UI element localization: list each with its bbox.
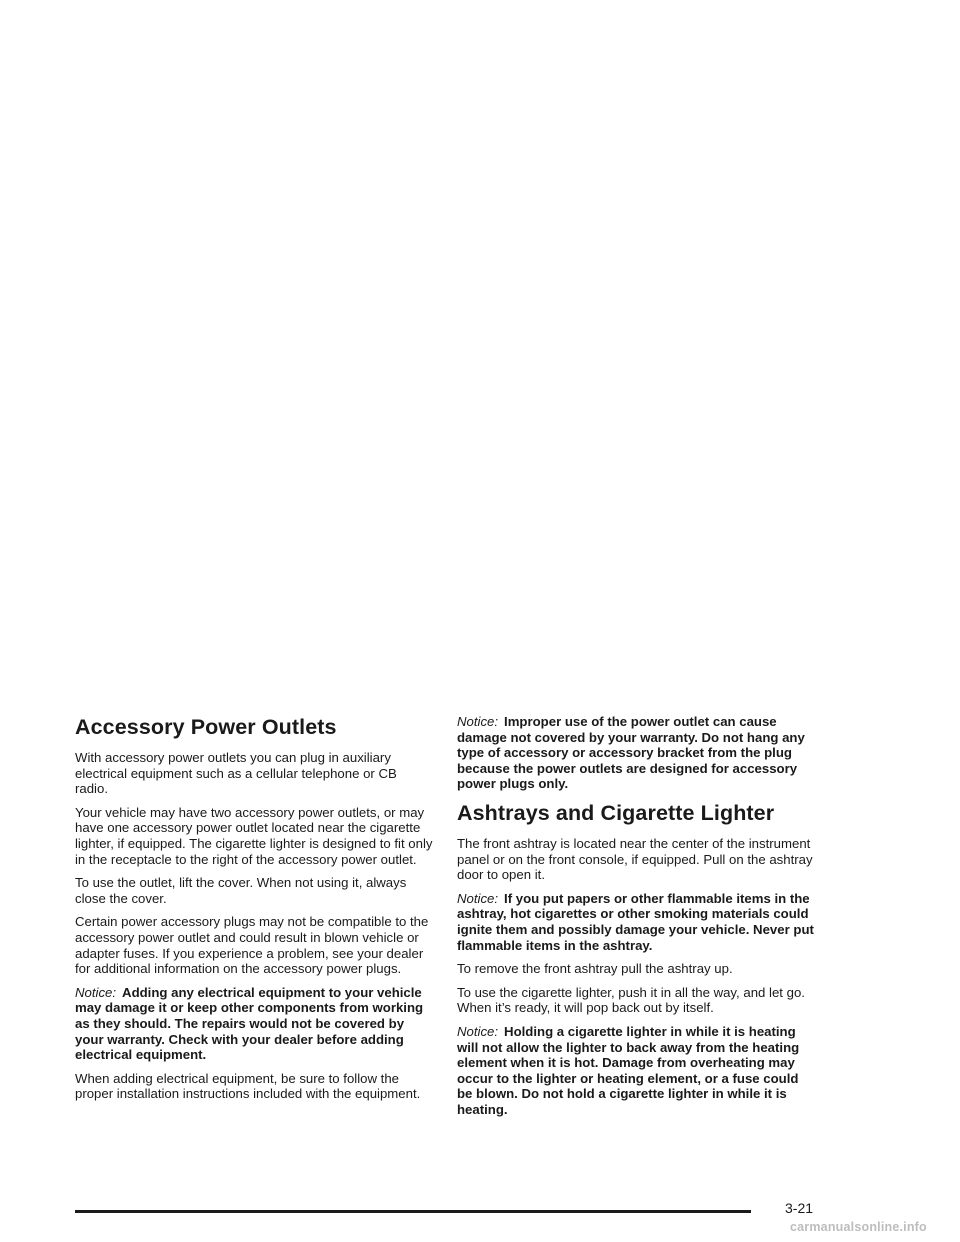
notice-text: Holding a cigarette lighter in while it is heating will not allow the lighter to back away from the heating element when it is hot. Damage from overheating may occur to the lighter or heating element, or a fuse could be blown. Do not hold a cigarette lighter in while it is heating.	[457, 1023, 800, 1117]
page-number: 3-21	[785, 1200, 814, 1216]
paragraph: Your vehicle may have two accessory power outlets, or may have one accessory power outlet located near the cigarette lighter, if equipped. The cigarette lighter is designed to fit only in the receptacle to the right of the accessory power outlet.	[75, 804, 433, 867]
section-title-accessory-power-outlets: Accessory Power Outlets	[75, 715, 337, 739]
notice-paragraph	[75, 985, 433, 1063]
notice-label: Notice:	[457, 714, 499, 729]
notice-text: Improper use of the power outlet can cause damage not covered by your warranty. Do not hang any type of accessory or accessory bracket from the plug because the power outlets are designed for accessory power plugs only.	[457, 714, 805, 792]
notice-text: Adding any electrical equipment to your vehicle may damage it or keep other components from working as they should. The repairs would not be covered by your warranty. Check with your dealer before adding electrical equipment.	[75, 984, 424, 1063]
notice-text: If you put papers or other flammable items in the ashtray, hot cigarettes or other smoking materials could ignite them and possibly damage your vehicle. Never put flammable items in the ashtray.	[457, 890, 814, 953]
notice-label: Notice:	[457, 1023, 499, 1039]
paragraph: To use the cigarette lighter, push it in all the way, and let go. When it’s ready, it will pop back out by itself.	[457, 984, 805, 1016]
left-column	[75, 714, 433, 1110]
paragraph: To use the outlet, lift the cover. When not using it, always close the cover.	[75, 875, 407, 906]
notice-paragraph	[457, 891, 815, 953]
section-title-ashtrays-and-cigarette-lighter: Ashtrays and Cigarette Lighter	[457, 800, 775, 825]
paragraph: To remove the front ashtray pull the ashtray up.	[457, 961, 733, 977]
paragraph: Certain power accessory plugs may not be compatible to the accessory power outlet and could result in blown vehicle or adapter fuses. If you experience a problem, see your dealer for additional information on the accessory power plugs.	[75, 914, 429, 977]
paragraph: With accessory power outlets you can plug in auxiliary electrical equipment such as a cellular telephone or CB radio.	[75, 750, 397, 797]
paragraph: When adding electrical equipment, be sure to follow the proper installation instructions included with the equipment.	[75, 1070, 421, 1102]
paragraph: The front ashtray is located near the center of the instrument panel or on the front console, if equipped. Pull on the ashtray door to open it.	[457, 835, 813, 883]
notice-paragraph	[457, 714, 815, 792]
right-column	[457, 714, 815, 1125]
notice-paragraph	[457, 1024, 815, 1118]
notice-label: Notice:	[457, 890, 499, 906]
watermark: carmanualsonline.info	[790, 1220, 927, 1234]
footer-rule	[75, 1210, 751, 1213]
notice-label: Notice:	[75, 984, 117, 1000]
